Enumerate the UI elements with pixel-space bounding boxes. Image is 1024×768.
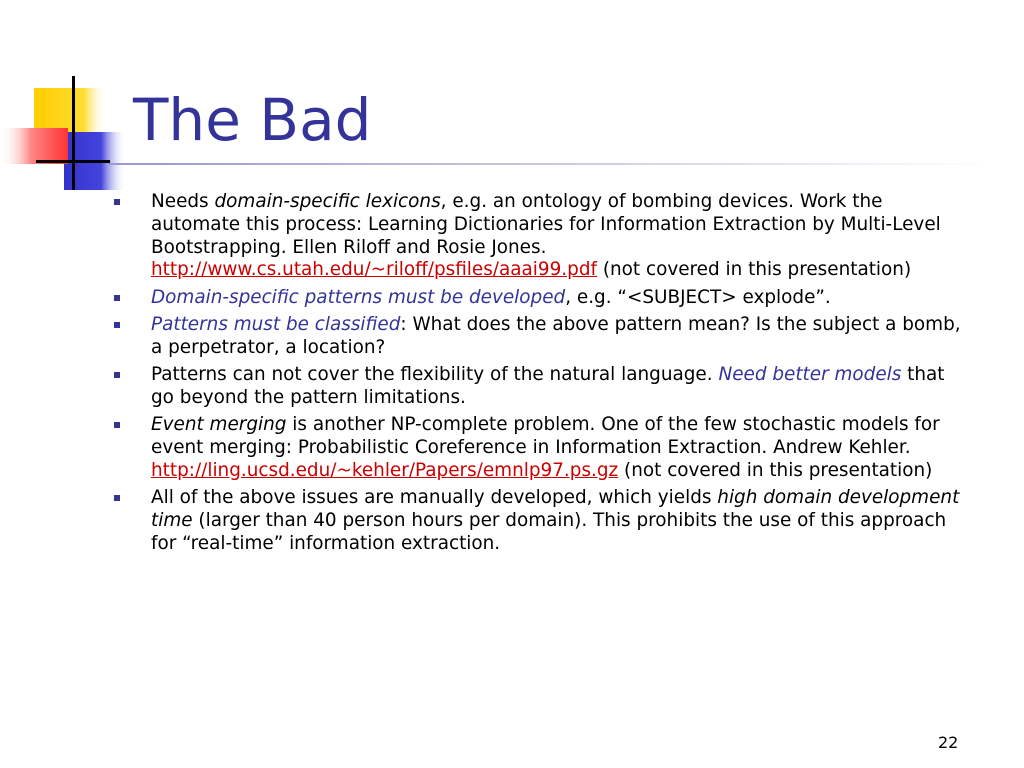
kehler-paper-link[interactable]: http://ling.ucsd.edu/~kehler/Papers/emnlp97.ps.gz bbox=[151, 459, 619, 481]
bullet-item: Patterns must be classified: What does the above pattern mean? Is the subject a bomb, a perpetrator, a location? bbox=[113, 314, 963, 360]
emphasis-text: Domain-specific patterns must be developed bbox=[151, 286, 566, 308]
emphasis-text: high domain development time bbox=[151, 487, 960, 531]
emphasis-text: domain-specific lexicons bbox=[214, 191, 441, 212]
emphasis-text: Patterns must be classified bbox=[151, 313, 401, 335]
square-bullet-icon bbox=[114, 422, 120, 428]
riloff-paper-link[interactable]: http://www.cs.utah.edu/~riloff/psfiles/aaai99.pdf bbox=[151, 259, 597, 281]
slide-content bbox=[113, 191, 963, 560]
bullet-list bbox=[113, 191, 963, 555]
square-bullet-icon bbox=[114, 199, 120, 205]
square-bullet-icon bbox=[114, 322, 120, 328]
emphasis-text: Need better models bbox=[718, 364, 902, 386]
square-bullet-icon bbox=[114, 295, 120, 301]
bullet-item: Needs domain-specific lexicons, e.g. an ontology of bombing devices. Work the automate this process: Learning Dictionaries for Information Extraction by Multi-Level Bootstrapping. Ellen Riloff and Rosie Jones. http://www.cs.utah.edu/~riloff/psfiles/aaai99.pdf (not covered in this presentation) bbox=[113, 191, 963, 282]
emphasis-text: Event merging bbox=[151, 414, 287, 436]
bullet-item: Event merging is another NP-complete problem. One of the few stochastic models for event merging: Probabilistic Coreference in Information Extraction. Andrew Kehler. http://ling.ucsd.edu/~kehler/Papers/emnlp97.ps.gz (not covered in this presentation) bbox=[113, 414, 963, 482]
bullet-item: All of the above issues are manually developed, which yields high domain development time (larger than 40 person hours per domain). This prohibits the use of this approach for “real-time” information extraction. bbox=[113, 487, 963, 555]
slide-title: The Bad bbox=[133, 86, 372, 154]
bullet-item: Domain-specific patterns must be developed, e.g. “<SUBJECT> explode”. bbox=[113, 287, 963, 310]
square-bullet-icon bbox=[114, 372, 120, 378]
corner-decoration bbox=[0, 0, 140, 200]
bullet-item: Patterns can not cover the flexibility of the natural language. Need better models that go beyond the pattern limitations. bbox=[113, 364, 963, 410]
page-number: 22 bbox=[938, 733, 959, 752]
square-bullet-icon bbox=[114, 495, 120, 501]
title-underline bbox=[108, 163, 988, 165]
